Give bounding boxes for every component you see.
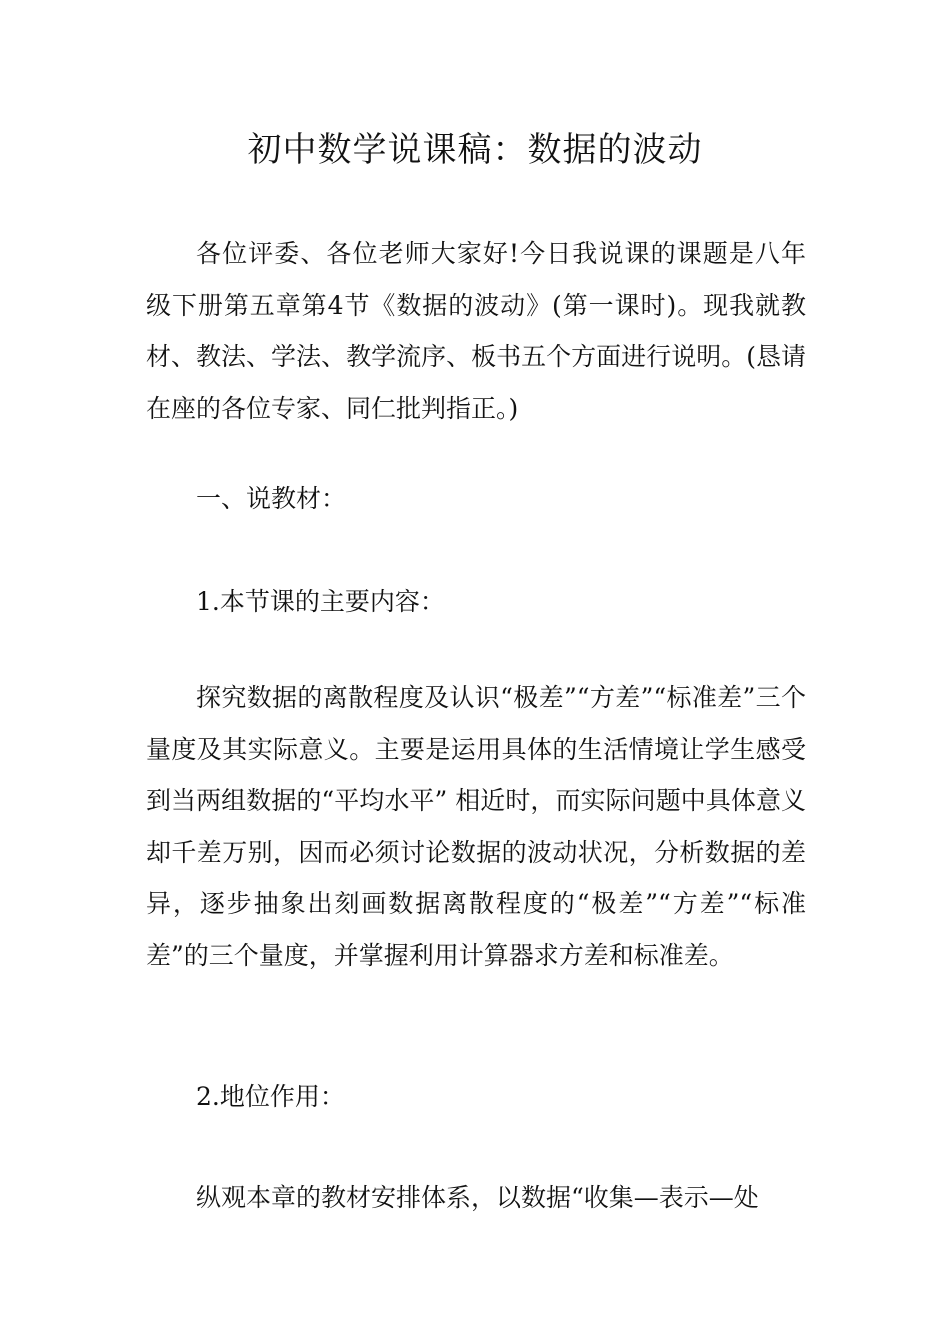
section-heading-textbook: 一、说教材： bbox=[196, 484, 347, 513]
document-title: 初中数学说课稿：数据的波动 bbox=[247, 130, 703, 170]
subsection-heading-main-content: 1.本节课的主要内容： bbox=[196, 587, 445, 616]
role-paragraph: 纵观本章的教材安排体系，以数据“收集—表示—处 bbox=[196, 1183, 759, 1212]
main-content-paragraph: 探究数据的离散程度及认识“极差”“方差”“标准差”三个量度及其实际意义。主要是运用具体的生活情境让学生感受到当两组数据的“平均水平” 相近时，而实际问题中具体意义却千差万别，因而必须讨论数据的波动状况，分析数据的差异，逐步抽象出刻画数据离散程度的“极差”“方差”“标准差”的三个量度，并掌握利用计算器求方差和标准差。 bbox=[146, 683, 806, 970]
subsection-heading-role: 2.地位作用： bbox=[196, 1082, 345, 1111]
intro-paragraph: 各位评委、各位老师大家好!今日我说课的课题是八年级下册第五章第4节《数据的波动》(第一课时)。现我就教材、教法、学法、教学流序、板书五个方面进行说明。(恳请在座的各位专家、同仁批判指正。) bbox=[146, 239, 806, 423]
